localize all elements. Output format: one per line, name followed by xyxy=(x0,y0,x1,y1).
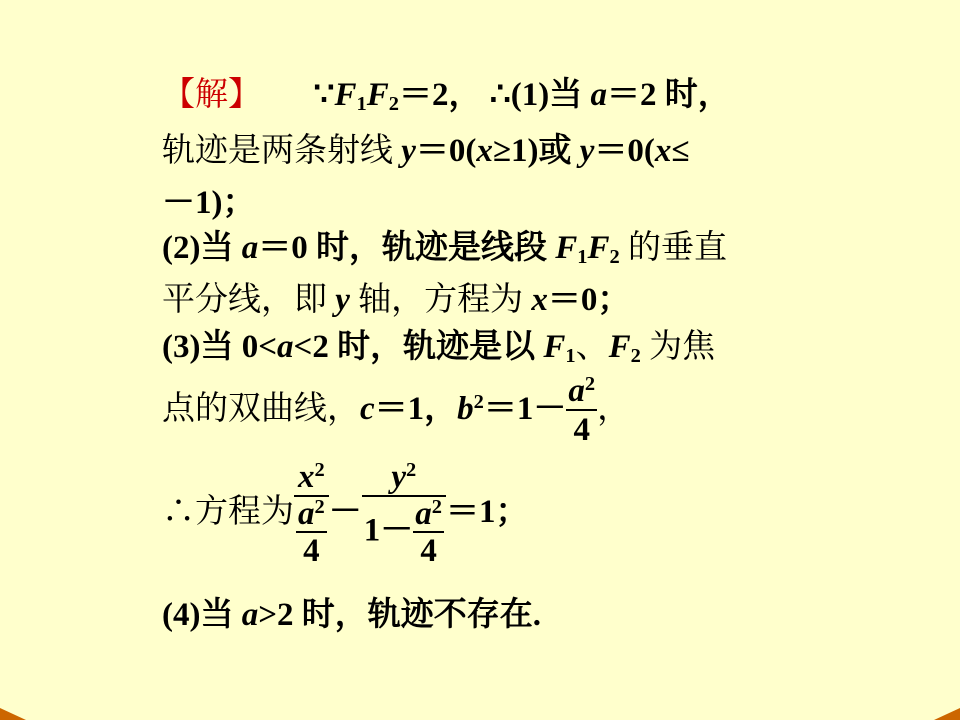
line-6: (3)当 0<a<2 时，轨迹是以 $F_1$、$F_2$ 为焦 xyxy=(162,329,716,368)
corner-decoration-right xyxy=(934,708,960,720)
fraction-x2-over-a2-4: $\frac{x^2}{\frac{a^2}{4}}$ xyxy=(294,459,329,569)
solution-heading: 【解】 xyxy=(162,77,261,113)
line-4: (2)当 a＝0 时，轨迹是线段 $F_1F_2$ 的垂直 xyxy=(162,230,727,269)
fraction-y2-over-1-minus: $y^2$ 1－ $\frac{a^2}{4}$ xyxy=(362,459,446,569)
corner-decoration-left xyxy=(0,708,26,720)
fraction-a2-over-4: $\frac{a^2}{4}$ xyxy=(568,373,596,449)
line-7: 点的双曲线，c＝1，$b^2=1-$ $\frac{a^2}{4}$ ， xyxy=(162,373,631,449)
line-1: 【解】 $\because F_1F_2=2$， ∴(1)当 a＝2 时， xyxy=(162,77,731,116)
line-2: 轨迹是两条射线 y＝0(x≥1)或 y＝0(x≤ xyxy=(162,133,690,169)
line-9: (4)当 a>2 时，轨迹不存在. xyxy=(162,597,542,633)
line-5: 平分线，即 y 轴，方程为 x＝0； xyxy=(162,282,631,318)
line-3: －1)； xyxy=(162,185,256,221)
line-8: ∴方程为 $\frac{x^2}{\frac{a^2}{4}}$ － $y^2$ 1－ $\frac{a^2}{4}$ ＝1； xyxy=(162,459,529,570)
